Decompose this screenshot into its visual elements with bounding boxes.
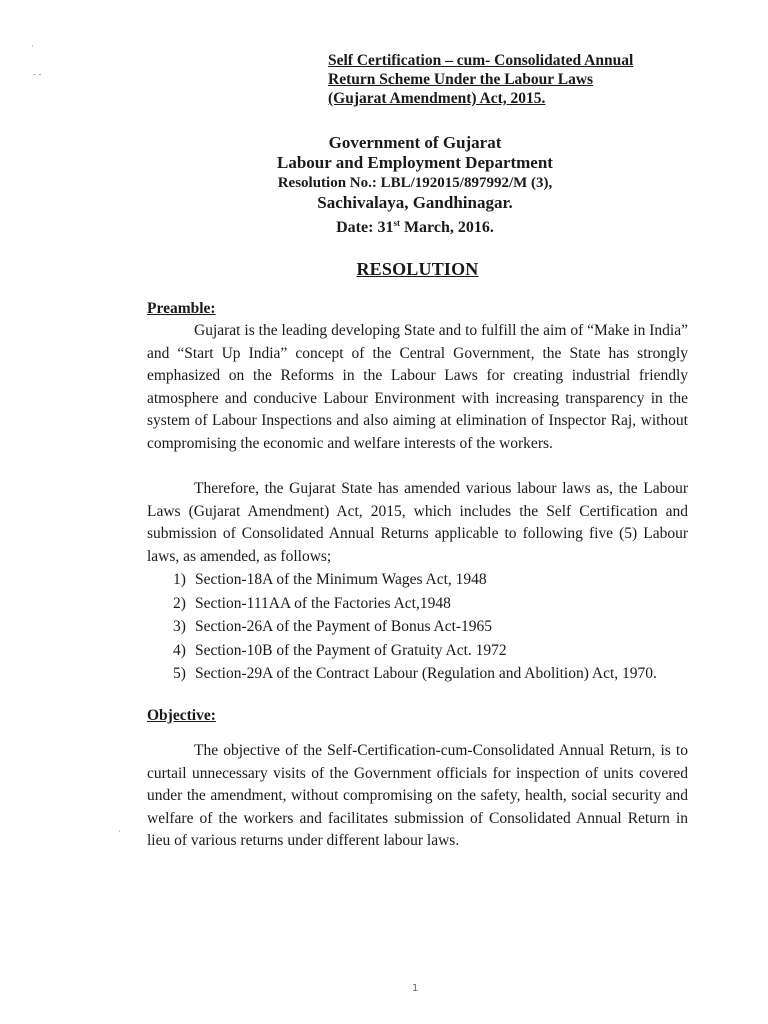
list-item-number: 4) [173, 641, 186, 659]
department-name: Labour and Employment Department [277, 153, 553, 172]
resolution-number: Resolution No.: LBL/192015/897992/M (3), [277, 175, 553, 191]
place-name: Sachivalaya, Gandhinagar. [317, 193, 513, 212]
title-line: Self Certification – cum- Consolidated Annual [328, 52, 634, 69]
list-item [173, 639, 693, 663]
list-item-text: Section-26A of the Payment of Bonus Act-1965 [195, 618, 493, 635]
list-item [173, 662, 693, 686]
page-number: 1 [412, 983, 419, 994]
scan-speck: · [31, 42, 34, 51]
list-item [173, 568, 693, 592]
list-item-text: Section-29A of the Contract Labour (Regulation and Abolition) Act, 1970. [195, 665, 657, 682]
objective-paragraph [147, 740, 688, 853]
date-prefix: Date: 31 [336, 219, 394, 236]
list-item-text: Section-18A of the Minimum Wages Act, 1948 [195, 571, 487, 588]
scan-speck: · [118, 827, 121, 836]
preamble-paragraph-1-text: Gujarat is the leading developing State and to fulfill the aim of “Make in India” and “Start Up India” concept of the Central Government, the State has strongly emphasized on the Reforms in the Labour Laws for creating industrial friendly atmosphere and conducive Labour Environment with increasing transparency in the system of Labour Inspections and also aiming at elimination of Inspector Raj, without compromising the economic and welfare interests of the workers. [147, 322, 688, 452]
preamble-paragraph-2 [147, 478, 688, 568]
preamble-paragraph-1 [147, 320, 688, 455]
labour-law-list [173, 568, 693, 686]
list-item [173, 592, 693, 616]
list-item-number: 5) [173, 665, 186, 682]
list-item-text: Section-111AA of the Factories Act,1948 [195, 594, 451, 612]
date-suffix: st [393, 218, 400, 228]
preamble-paragraph-2-text: Therefore, the Gujarat State has amended various labour laws as, the Labour Laws (Gujarat Amendment) Act, 2015, which includes the Self Certification and submission of Consolidated Annual Returns applicable to following five (5) Labour laws, as amended, as follows; [147, 480, 688, 565]
government-name: Government of Gujarat [328, 133, 502, 152]
document-title [328, 51, 728, 108]
list-item-text: Section-10B of the Payment of Gratuity Act. 1972 [195, 641, 507, 659]
list-item [173, 615, 693, 639]
resolution-date [180, 213, 650, 238]
list-item-number: 2) [173, 594, 186, 612]
preamble-heading: Preamble: [147, 300, 216, 317]
objective-paragraph-text: The objective of the Self-Certification-cum-Consolidated Annual Return, is to curtail unnecessary visits of the Government officials for inspection of units covered under the amendment, without compromising on the safety, health, social security and welfare of the workers and facilitates submission of Consolidated Annual Return in lieu of various returns under different labour laws. [147, 742, 688, 849]
list-item-number: 1) [173, 571, 186, 588]
list-item-number: 3) [173, 618, 186, 635]
scan-speck: - - [33, 70, 42, 79]
title-line: (Gujarat Amendment) Act, 2015. [328, 90, 546, 107]
objective-heading: Objective: [147, 707, 216, 724]
issuing-authority-block [180, 133, 650, 238]
resolution-heading: RESOLUTION [356, 259, 479, 279]
date-rest: March, 2016. [399, 219, 494, 236]
title-line: Return Scheme Under the Labour Laws [328, 71, 594, 88]
